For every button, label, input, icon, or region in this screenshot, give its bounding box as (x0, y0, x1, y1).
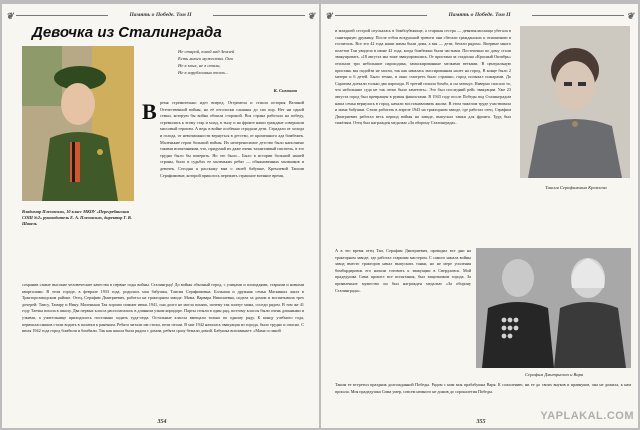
body-column-bottom-left: А в это время отец Таи, Серафим Дмитриевич, проводил все дни на тракторном заводе, где работал старшим мастером. С самого начала войны завод вместо тракторов начал выпускать танки, но не мере усиления бомбардировок его начали готовить к эвакуации в Свердловск. Мой прадедушка Сима прошел все испытания, был защитником города. За проявленное мужество он был награжден медалью «За оборону Сталинграда». (335, 248, 471, 293)
body-bottom: сохранив самые высокие человеческие качества в первые годы войны. Сталинград! До войны обычный город, с улицами и площадями, старыми и новыми кварталами. В этом городе, в феврале 1933 года, родилась моя бабушка, Таисия Серафимовна. Большая и дружная семья Маскиных жила в Тракторозаводском районе. Отец, Серафим Дмитриевич, работал на тракторном заводе. Мама, Варвара Николаевна, сидела за домом и воспитывала трех дочерей: Таису, Тамару и Нину. Маленькая Тая хорошо помнит июнь 1941, она долго не могла понять, почему так плачут мама, соседи рядом. В том же 41 году Таечка пошла в школу. Два первых класса располагались в длинном узком коридоре. Парты стояли в один ряд, поэтому классы были очень длинными и узкими, а учительнице приходилось постоянно ходить туда-сюда. Остальные классы вмещали только по одному ряду. К концу учебного года, первоклассников стали водить в палатки к раненым. Ребята читали им стихи, пели песни. В мае 1942 началась эвакуация из города, было трудно и опасно. С июля 1942 года город бомбили и бомбили. Так как школа была рядом с домом, ребята сразу бежали домой. Бабушка вспоминает: «Мама со мной (22, 282, 304, 334)
epigraph: Не старой, юной над Землей Есть много мужества. Оно Не в злых, не в стали, Не в изрубленных телах... (178, 49, 235, 75)
book-spread (2, 4, 638, 428)
ornament-icon: ❦ (626, 11, 634, 21)
page-number: 355 (476, 419, 486, 425)
running-header (321, 8, 638, 22)
left-page (2, 4, 319, 428)
ornament-icon: ❦ (307, 11, 315, 21)
drop-cap: В (142, 99, 157, 124)
ornament-icon: ❦ (6, 11, 14, 21)
article-title: Девочка из Сталинграда (32, 24, 222, 41)
page-number: 354 (157, 419, 167, 425)
couple-photo (476, 248, 631, 368)
right-page (321, 4, 638, 428)
epigraph-author: К. Симонов (273, 88, 297, 93)
ornament-icon: ❦ (325, 11, 333, 21)
header-text: Память о Победе. Том II (448, 12, 511, 18)
girl-photo (22, 46, 134, 201)
body-last: Таким ее встретил праздник долгожданной Победы. Рядом с ним моя прабабушка Варя. К сожалению, ни ее до своих внуков и правнуков, она не дожила, к нам прошла. Моя прадедушка Сима умер, совсем немного не дожив до сорокалетия Победы. (335, 382, 631, 394)
couple-photo-caption: Серафим Дмитриевич и Варя (524, 372, 584, 377)
body-column-left: и младшей сестрой спускалась в бомбоубежище, а старшая сестра — девятиклассница убегала в санитарную дружину. После отбоя воздушной тревоги они сбегали гражданских к отношению в госпиталь. Все это 42 года наши мамы были дома, а мы — дети, бегали рядом». Впервые много полетов Таи увидела в июне 42 года, когда бомбежки были частыми. Постепенно по дому стали эвакуировать. «18 августа мы тоже эвакуировались. От пристани за стадиона «Красный Октябрь» отплыли три небольшие пароходика, замаскированные мелкими ветками. В центральную пристань мы подойти не могли, так как началась массированная налет на город. В конце было 2 матери и 6 детей. Было темно, в окно смотреть было страшно, город полыхал пожарами. До Саратова доехали только два парохода. В третий попала бомба, и он затонул. Наверно спасало то, что небольшие суда не так легко было заметить». Это был последний рейс эвакуации. Уже 23 августа город был превращен в руины фашистами. В 1943 году после Победы под Сталинградом наша семья вернулась в город, начали восстанавливать жилье. В этом тяжелом труде участвовала и мама бабушки. Стали работать в апреле 1943 на тракторном заводе, где работал отец. Серафим Дмитриевич работал весь период войны на заводе, выпускал танки для фронта. Труд был тяжёлым. Отец был награжден медалью «За оборону Сталинграда». (335, 28, 511, 126)
running-header (2, 8, 319, 22)
author-caption: Владимир Плесовских, 10 класс МКОУ «Перегребинская СОШ №2» руководитель Е. А. Плесовских, директор Г. В. Шавель (22, 209, 132, 226)
woman-photo-caption: Таисия Серафимовна Кремлева (545, 185, 607, 190)
watermark: YAPLAKAL.COM (540, 410, 634, 422)
body-column-right: ремя стремительно идет вперед. Отгремела и стихла история Великой Отечественной войны, но её отголоски слышны до сих пор. Нет ни одной семьи, которую бы война обошла стороной. Вся страна работала на победу, стремились к этому стар и млад, в тылу и на фронте наши граждане совершали массовый героизм. А ведь в войне особенно страдали дети. Страдали от холода и голода, от невозможности вернуться в детство, от кромешного ада бомбежек. Маленькие герои большой войны. Их непереносимое детство было наполнено такими испытаниями, что, придумай их даже очень талантливый писатель, в это трудно было бы поверить. Но это было... Было в истории большой нашей страны, было в судьбах ее маленьких ребят — обыкновенных мальчиков и девочек. Сегодня я расскажу вам о своей бабушке, Кремлевой Таисии Серафимовне, которой пришлось пережить страшное военное время, (160, 100, 304, 178)
header-text: Память о Победе. Том II (129, 12, 192, 18)
woman-photo (520, 26, 630, 178)
